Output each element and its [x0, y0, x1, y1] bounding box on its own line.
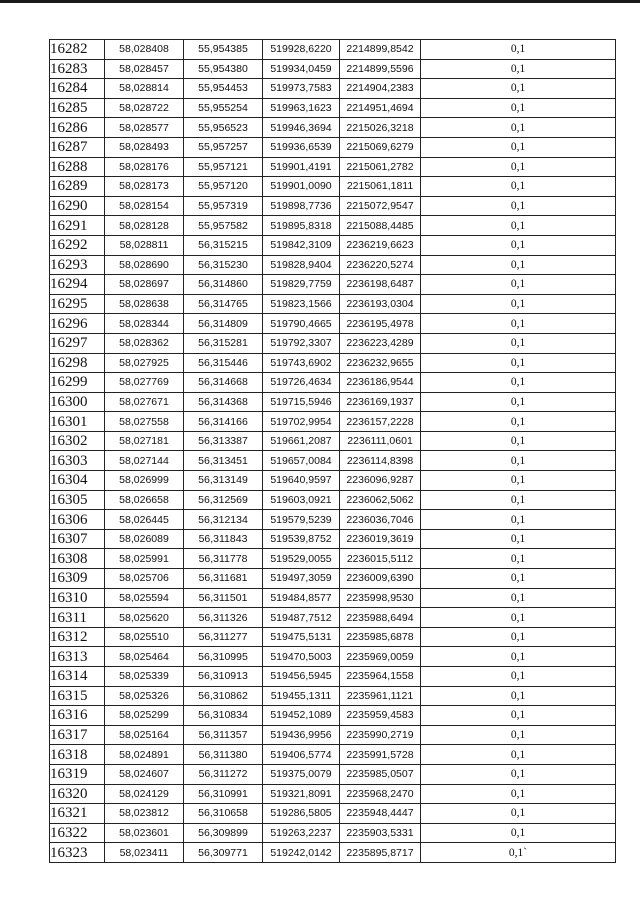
- accuracy-cell: 0,1: [421, 59, 616, 79]
- longitude-cell: 55,957121: [184, 157, 263, 177]
- table-row: [50, 294, 616, 314]
- y-coordinate-cell: 2236223,4289: [340, 333, 421, 353]
- table-row: [50, 451, 616, 471]
- x-coordinate-cell: 519963,1623: [263, 98, 340, 118]
- accuracy-cell: 0,1: [421, 255, 616, 275]
- table-row: [50, 40, 616, 60]
- table-row: [50, 667, 616, 687]
- y-coordinate-cell: 2215061,2782: [340, 157, 421, 177]
- y-coordinate-cell: 2236009,6390: [340, 569, 421, 589]
- point-number-cell: 16322: [50, 823, 105, 843]
- point-number-cell: 16300: [50, 392, 105, 412]
- longitude-cell: 55,956523: [184, 118, 263, 138]
- x-coordinate-cell: 519657,0084: [263, 451, 340, 471]
- point-number-cell: 16303: [50, 451, 105, 471]
- latitude-cell: 58,026089: [105, 529, 184, 549]
- accuracy-cell: 0,1: [421, 235, 616, 255]
- accuracy-cell: 0,1: [421, 647, 616, 667]
- table-row: [50, 471, 616, 491]
- x-coordinate-cell: 519715,5946: [263, 392, 340, 412]
- x-coordinate-cell: 519436,9956: [263, 725, 340, 745]
- point-number-cell: 16296: [50, 314, 105, 334]
- longitude-cell: 56,310991: [184, 784, 263, 804]
- point-number-cell: 16306: [50, 510, 105, 530]
- y-coordinate-cell: 2235964,1558: [340, 667, 421, 687]
- y-coordinate-cell: 2214904,2383: [340, 79, 421, 99]
- point-number-cell: 16308: [50, 549, 105, 569]
- y-coordinate-cell: 2235988,6494: [340, 608, 421, 628]
- y-coordinate-cell: 2235948,4447: [340, 804, 421, 824]
- point-number-cell: 16323: [50, 843, 105, 863]
- longitude-cell: 56,314668: [184, 373, 263, 393]
- latitude-cell: 58,028697: [105, 275, 184, 295]
- table-row: [50, 314, 616, 334]
- y-coordinate-cell: 2236036,7046: [340, 510, 421, 530]
- point-number-cell: 16286: [50, 118, 105, 138]
- y-coordinate-cell: 2236062,5062: [340, 490, 421, 510]
- latitude-cell: 58,025706: [105, 569, 184, 589]
- point-number-cell: 16319: [50, 764, 105, 784]
- point-number-cell: 16295: [50, 294, 105, 314]
- table-row: [50, 490, 616, 510]
- coordinates-table-body: [50, 40, 616, 863]
- y-coordinate-cell: 2236169,1937: [340, 392, 421, 412]
- longitude-cell: 56,311778: [184, 549, 263, 569]
- point-number-cell: 16301: [50, 412, 105, 432]
- longitude-cell: 55,957319: [184, 196, 263, 216]
- x-coordinate-cell: 519790,4665: [263, 314, 340, 334]
- x-coordinate-cell: 519842,3109: [263, 235, 340, 255]
- x-coordinate-cell: 519375,0079: [263, 764, 340, 784]
- y-coordinate-cell: 2214951,4694: [340, 98, 421, 118]
- latitude-cell: 58,028408: [105, 40, 184, 60]
- y-coordinate-cell: 2236193,0304: [340, 294, 421, 314]
- accuracy-cell: 0,1: [421, 569, 616, 589]
- point-number-cell: 16284: [50, 79, 105, 99]
- longitude-cell: 55,955254: [184, 98, 263, 118]
- y-coordinate-cell: 2236195,4978: [340, 314, 421, 334]
- y-coordinate-cell: 2214899,5596: [340, 59, 421, 79]
- y-coordinate-cell: 2236111,0601: [340, 431, 421, 451]
- longitude-cell: 56,315215: [184, 235, 263, 255]
- longitude-cell: 56,314765: [184, 294, 263, 314]
- accuracy-cell: 0,1: [421, 137, 616, 157]
- accuracy-cell: 0,1: [421, 529, 616, 549]
- longitude-cell: 56,311277: [184, 627, 263, 647]
- point-number-cell: 16307: [50, 529, 105, 549]
- longitude-cell: 56,312134: [184, 510, 263, 530]
- x-coordinate-cell: 519934,0459: [263, 59, 340, 79]
- latitude-cell: 58,028814: [105, 79, 184, 99]
- longitude-cell: 56,314860: [184, 275, 263, 295]
- accuracy-cell: 0,1: [421, 608, 616, 628]
- point-number-cell: 16297: [50, 333, 105, 353]
- point-number-cell: 16292: [50, 235, 105, 255]
- accuracy-cell: 0,1: [421, 471, 616, 491]
- table-row: [50, 706, 616, 726]
- y-coordinate-cell: 2235903,5331: [340, 823, 421, 843]
- point-number-cell: 16287: [50, 137, 105, 157]
- table-row: [50, 216, 616, 236]
- accuracy-cell: 0,1: [421, 510, 616, 530]
- accuracy-cell: 0,1: [421, 177, 616, 197]
- table-row: [50, 431, 616, 451]
- longitude-cell: 56,311326: [184, 608, 263, 628]
- table-row: [50, 235, 616, 255]
- accuracy-cell: 0,1: [421, 784, 616, 804]
- x-coordinate-cell: 519263,2237: [263, 823, 340, 843]
- accuracy-cell: 0,1`: [421, 843, 616, 863]
- y-coordinate-cell: 2236096,9287: [340, 471, 421, 491]
- point-number-cell: 16316: [50, 706, 105, 726]
- accuracy-cell: 0,1: [421, 490, 616, 510]
- accuracy-cell: 0,1: [421, 764, 616, 784]
- y-coordinate-cell: 2235985,6878: [340, 627, 421, 647]
- x-coordinate-cell: 519895,8318: [263, 216, 340, 236]
- latitude-cell: 58,028638: [105, 294, 184, 314]
- point-number-cell: 16313: [50, 647, 105, 667]
- y-coordinate-cell: 2235895,8717: [340, 843, 421, 863]
- x-coordinate-cell: 519901,4191: [263, 157, 340, 177]
- latitude-cell: 58,027769: [105, 373, 184, 393]
- accuracy-cell: 0,1: [421, 686, 616, 706]
- point-number-cell: 16318: [50, 745, 105, 765]
- x-coordinate-cell: 519823,1566: [263, 294, 340, 314]
- latitude-cell: 58,028176: [105, 157, 184, 177]
- y-coordinate-cell: 2215061,1811: [340, 177, 421, 197]
- accuracy-cell: 0,1: [421, 627, 616, 647]
- table-row: [50, 647, 616, 667]
- accuracy-cell: 0,1: [421, 353, 616, 373]
- point-number-cell: 16291: [50, 216, 105, 236]
- point-number-cell: 16321: [50, 804, 105, 824]
- x-coordinate-cell: 519406,5774: [263, 745, 340, 765]
- longitude-cell: 56,314368: [184, 392, 263, 412]
- accuracy-cell: 0,1: [421, 157, 616, 177]
- x-coordinate-cell: 519455,1311: [263, 686, 340, 706]
- x-coordinate-cell: 519828,9404: [263, 255, 340, 275]
- accuracy-cell: 0,1: [421, 333, 616, 353]
- table-row: [50, 725, 616, 745]
- y-coordinate-cell: 2236219,6623: [340, 235, 421, 255]
- y-coordinate-cell: 2236114,8398: [340, 451, 421, 471]
- y-coordinate-cell: 2236015,5112: [340, 549, 421, 569]
- table-row: [50, 137, 616, 157]
- table-row: [50, 412, 616, 432]
- table-row: [50, 529, 616, 549]
- x-coordinate-cell: 519946,3694: [263, 118, 340, 138]
- accuracy-cell: 0,1: [421, 451, 616, 471]
- x-coordinate-cell: 519484,8577: [263, 588, 340, 608]
- table-row: [50, 686, 616, 706]
- accuracy-cell: 0,1: [421, 314, 616, 334]
- accuracy-cell: 0,1: [421, 412, 616, 432]
- latitude-cell: 58,027671: [105, 392, 184, 412]
- y-coordinate-cell: 2236157,2228: [340, 412, 421, 432]
- latitude-cell: 58,025164: [105, 725, 184, 745]
- longitude-cell: 56,313387: [184, 431, 263, 451]
- longitude-cell: 55,957257: [184, 137, 263, 157]
- accuracy-cell: 0,1: [421, 549, 616, 569]
- table-row: [50, 98, 616, 118]
- table-row: [50, 79, 616, 99]
- table-row: [50, 510, 616, 530]
- table-row: [50, 569, 616, 589]
- longitude-cell: 55,957120: [184, 177, 263, 197]
- x-coordinate-cell: 519497,3059: [263, 569, 340, 589]
- longitude-cell: 56,310913: [184, 667, 263, 687]
- latitude-cell: 58,026999: [105, 471, 184, 491]
- latitude-cell: 58,026445: [105, 510, 184, 530]
- latitude-cell: 58,024129: [105, 784, 184, 804]
- latitude-cell: 58,026658: [105, 490, 184, 510]
- accuracy-cell: 0,1: [421, 373, 616, 393]
- table-row: [50, 608, 616, 628]
- table-row: [50, 764, 616, 784]
- longitude-cell: 56,315230: [184, 255, 263, 275]
- accuracy-cell: 0,1: [421, 196, 616, 216]
- point-number-cell: 16289: [50, 177, 105, 197]
- point-number-cell: 16317: [50, 725, 105, 745]
- longitude-cell: 56,311843: [184, 529, 263, 549]
- point-number-cell: 16302: [50, 431, 105, 451]
- longitude-cell: 55,954380: [184, 59, 263, 79]
- latitude-cell: 58,028154: [105, 196, 184, 216]
- point-number-cell: 16314: [50, 667, 105, 687]
- point-number-cell: 16282: [50, 40, 105, 60]
- point-number-cell: 16312: [50, 627, 105, 647]
- longitude-cell: 56,310995: [184, 647, 263, 667]
- accuracy-cell: 0,1: [421, 216, 616, 236]
- latitude-cell: 58,028457: [105, 59, 184, 79]
- point-number-cell: 16298: [50, 353, 105, 373]
- x-coordinate-cell: 519475,5131: [263, 627, 340, 647]
- longitude-cell: 56,313451: [184, 451, 263, 471]
- latitude-cell: 58,028811: [105, 235, 184, 255]
- latitude-cell: 58,023812: [105, 804, 184, 824]
- accuracy-cell: 0,1: [421, 725, 616, 745]
- y-coordinate-cell: 2214899,8542: [340, 40, 421, 60]
- latitude-cell: 58,025620: [105, 608, 184, 628]
- accuracy-cell: 0,1: [421, 98, 616, 118]
- table-row: [50, 745, 616, 765]
- latitude-cell: 58,025510: [105, 627, 184, 647]
- table-row: [50, 549, 616, 569]
- page-top-edge: [0, 0, 640, 3]
- accuracy-cell: 0,1: [421, 275, 616, 295]
- table-row: [50, 588, 616, 608]
- accuracy-cell: 0,1: [421, 706, 616, 726]
- latitude-cell: 58,025594: [105, 588, 184, 608]
- longitude-cell: 56,309771: [184, 843, 263, 863]
- longitude-cell: 55,954453: [184, 79, 263, 99]
- accuracy-cell: 0,1: [421, 588, 616, 608]
- latitude-cell: 58,028690: [105, 255, 184, 275]
- table-row: [50, 177, 616, 197]
- table-row: [50, 373, 616, 393]
- x-coordinate-cell: 519702,9954: [263, 412, 340, 432]
- longitude-cell: 56,310834: [184, 706, 263, 726]
- latitude-cell: 58,028344: [105, 314, 184, 334]
- x-coordinate-cell: 519726,4634: [263, 373, 340, 393]
- latitude-cell: 58,028362: [105, 333, 184, 353]
- y-coordinate-cell: 2236019,3619: [340, 529, 421, 549]
- latitude-cell: 58,027558: [105, 412, 184, 432]
- x-coordinate-cell: 519973,7583: [263, 79, 340, 99]
- y-coordinate-cell: 2215088,4485: [340, 216, 421, 236]
- table-row: [50, 627, 616, 647]
- latitude-cell: 58,023601: [105, 823, 184, 843]
- latitude-cell: 58,028722: [105, 98, 184, 118]
- table-row: [50, 843, 616, 863]
- longitude-cell: 56,313149: [184, 471, 263, 491]
- longitude-cell: 56,315446: [184, 353, 263, 373]
- point-number-cell: 16288: [50, 157, 105, 177]
- x-coordinate-cell: 519792,3307: [263, 333, 340, 353]
- table-row: [50, 823, 616, 843]
- y-coordinate-cell: 2215069,6279: [340, 137, 421, 157]
- latitude-cell: 58,027181: [105, 431, 184, 451]
- latitude-cell: 58,027925: [105, 353, 184, 373]
- accuracy-cell: 0,1: [421, 40, 616, 60]
- point-number-cell: 16299: [50, 373, 105, 393]
- table-row: [50, 255, 616, 275]
- latitude-cell: 58,028493: [105, 137, 184, 157]
- x-coordinate-cell: 519901,0090: [263, 177, 340, 197]
- latitude-cell: 58,025464: [105, 647, 184, 667]
- y-coordinate-cell: 2236198,6487: [340, 275, 421, 295]
- x-coordinate-cell: 519456,5945: [263, 667, 340, 687]
- latitude-cell: 58,025991: [105, 549, 184, 569]
- table-row: [50, 353, 616, 373]
- point-number-cell: 16309: [50, 569, 105, 589]
- x-coordinate-cell: 519603,0921: [263, 490, 340, 510]
- point-number-cell: 16283: [50, 59, 105, 79]
- point-number-cell: 16320: [50, 784, 105, 804]
- y-coordinate-cell: 2235998,9530: [340, 588, 421, 608]
- x-coordinate-cell: 519470,5003: [263, 647, 340, 667]
- x-coordinate-cell: 519743,6902: [263, 353, 340, 373]
- x-coordinate-cell: 519242,0142: [263, 843, 340, 863]
- y-coordinate-cell: 2215026,3218: [340, 118, 421, 138]
- longitude-cell: 56,314166: [184, 412, 263, 432]
- accuracy-cell: 0,1: [421, 745, 616, 765]
- y-coordinate-cell: 2235985,0507: [340, 764, 421, 784]
- longitude-cell: 56,311380: [184, 745, 263, 765]
- point-number-cell: 16305: [50, 490, 105, 510]
- point-number-cell: 16304: [50, 471, 105, 491]
- x-coordinate-cell: 519286,5805: [263, 804, 340, 824]
- y-coordinate-cell: 2235990,2719: [340, 725, 421, 745]
- longitude-cell: 56,310658: [184, 804, 263, 824]
- table-row: [50, 157, 616, 177]
- y-coordinate-cell: 2215072,9547: [340, 196, 421, 216]
- table-row: [50, 196, 616, 216]
- point-number-cell: 16310: [50, 588, 105, 608]
- longitude-cell: 56,311272: [184, 764, 263, 784]
- table-row: [50, 275, 616, 295]
- latitude-cell: 58,028173: [105, 177, 184, 197]
- x-coordinate-cell: 519321,8091: [263, 784, 340, 804]
- table-row: [50, 59, 616, 79]
- latitude-cell: 58,025299: [105, 706, 184, 726]
- point-number-cell: 16290: [50, 196, 105, 216]
- y-coordinate-cell: 2235969,0059: [340, 647, 421, 667]
- x-coordinate-cell: 519529,0055: [263, 549, 340, 569]
- x-coordinate-cell: 519829,7759: [263, 275, 340, 295]
- y-coordinate-cell: 2236186,9544: [340, 373, 421, 393]
- x-coordinate-cell: 519661,2087: [263, 431, 340, 451]
- accuracy-cell: 0,1: [421, 118, 616, 138]
- latitude-cell: 58,023411: [105, 843, 184, 863]
- latitude-cell: 58,028577: [105, 118, 184, 138]
- longitude-cell: 55,954385: [184, 40, 263, 60]
- accuracy-cell: 0,1: [421, 431, 616, 451]
- longitude-cell: 56,309899: [184, 823, 263, 843]
- y-coordinate-cell: 2235959,4583: [340, 706, 421, 726]
- latitude-cell: 58,025339: [105, 667, 184, 687]
- x-coordinate-cell: 519579,5239: [263, 510, 340, 530]
- point-number-cell: 16293: [50, 255, 105, 275]
- latitude-cell: 58,024607: [105, 764, 184, 784]
- latitude-cell: 58,024891: [105, 745, 184, 765]
- latitude-cell: 58,025326: [105, 686, 184, 706]
- accuracy-cell: 0,1: [421, 823, 616, 843]
- x-coordinate-cell: 519640,9597: [263, 471, 340, 491]
- coordinates-table: [49, 39, 616, 863]
- y-coordinate-cell: 2236220,5274: [340, 255, 421, 275]
- latitude-cell: 58,028128: [105, 216, 184, 236]
- table-row: [50, 392, 616, 412]
- accuracy-cell: 0,1: [421, 79, 616, 99]
- y-coordinate-cell: 2235961,1121: [340, 686, 421, 706]
- table-row: [50, 118, 616, 138]
- table-row: [50, 333, 616, 353]
- point-number-cell: 16311: [50, 608, 105, 628]
- x-coordinate-cell: 519928,6220: [263, 40, 340, 60]
- x-coordinate-cell: 519487,7512: [263, 608, 340, 628]
- point-number-cell: 16285: [50, 98, 105, 118]
- y-coordinate-cell: 2235991,5728: [340, 745, 421, 765]
- accuracy-cell: 0,1: [421, 804, 616, 824]
- y-coordinate-cell: 2236232,9655: [340, 353, 421, 373]
- longitude-cell: 55,957582: [184, 216, 263, 236]
- longitude-cell: 56,312569: [184, 490, 263, 510]
- x-coordinate-cell: 519539,8752: [263, 529, 340, 549]
- accuracy-cell: 0,1: [421, 667, 616, 687]
- longitude-cell: 56,311357: [184, 725, 263, 745]
- longitude-cell: 56,310862: [184, 686, 263, 706]
- longitude-cell: 56,311501: [184, 588, 263, 608]
- table-row: [50, 784, 616, 804]
- latitude-cell: 58,027144: [105, 451, 184, 471]
- table-row: [50, 804, 616, 824]
- point-number-cell: 16294: [50, 275, 105, 295]
- point-number-cell: 16315: [50, 686, 105, 706]
- longitude-cell: 56,311681: [184, 569, 263, 589]
- x-coordinate-cell: 519898,7736: [263, 196, 340, 216]
- longitude-cell: 56,315281: [184, 333, 263, 353]
- accuracy-cell: 0,1: [421, 392, 616, 412]
- longitude-cell: 56,314809: [184, 314, 263, 334]
- x-coordinate-cell: 519936,6539: [263, 137, 340, 157]
- accuracy-cell: 0,1: [421, 294, 616, 314]
- x-coordinate-cell: 519452,1089: [263, 706, 340, 726]
- y-coordinate-cell: 2235968,2470: [340, 784, 421, 804]
